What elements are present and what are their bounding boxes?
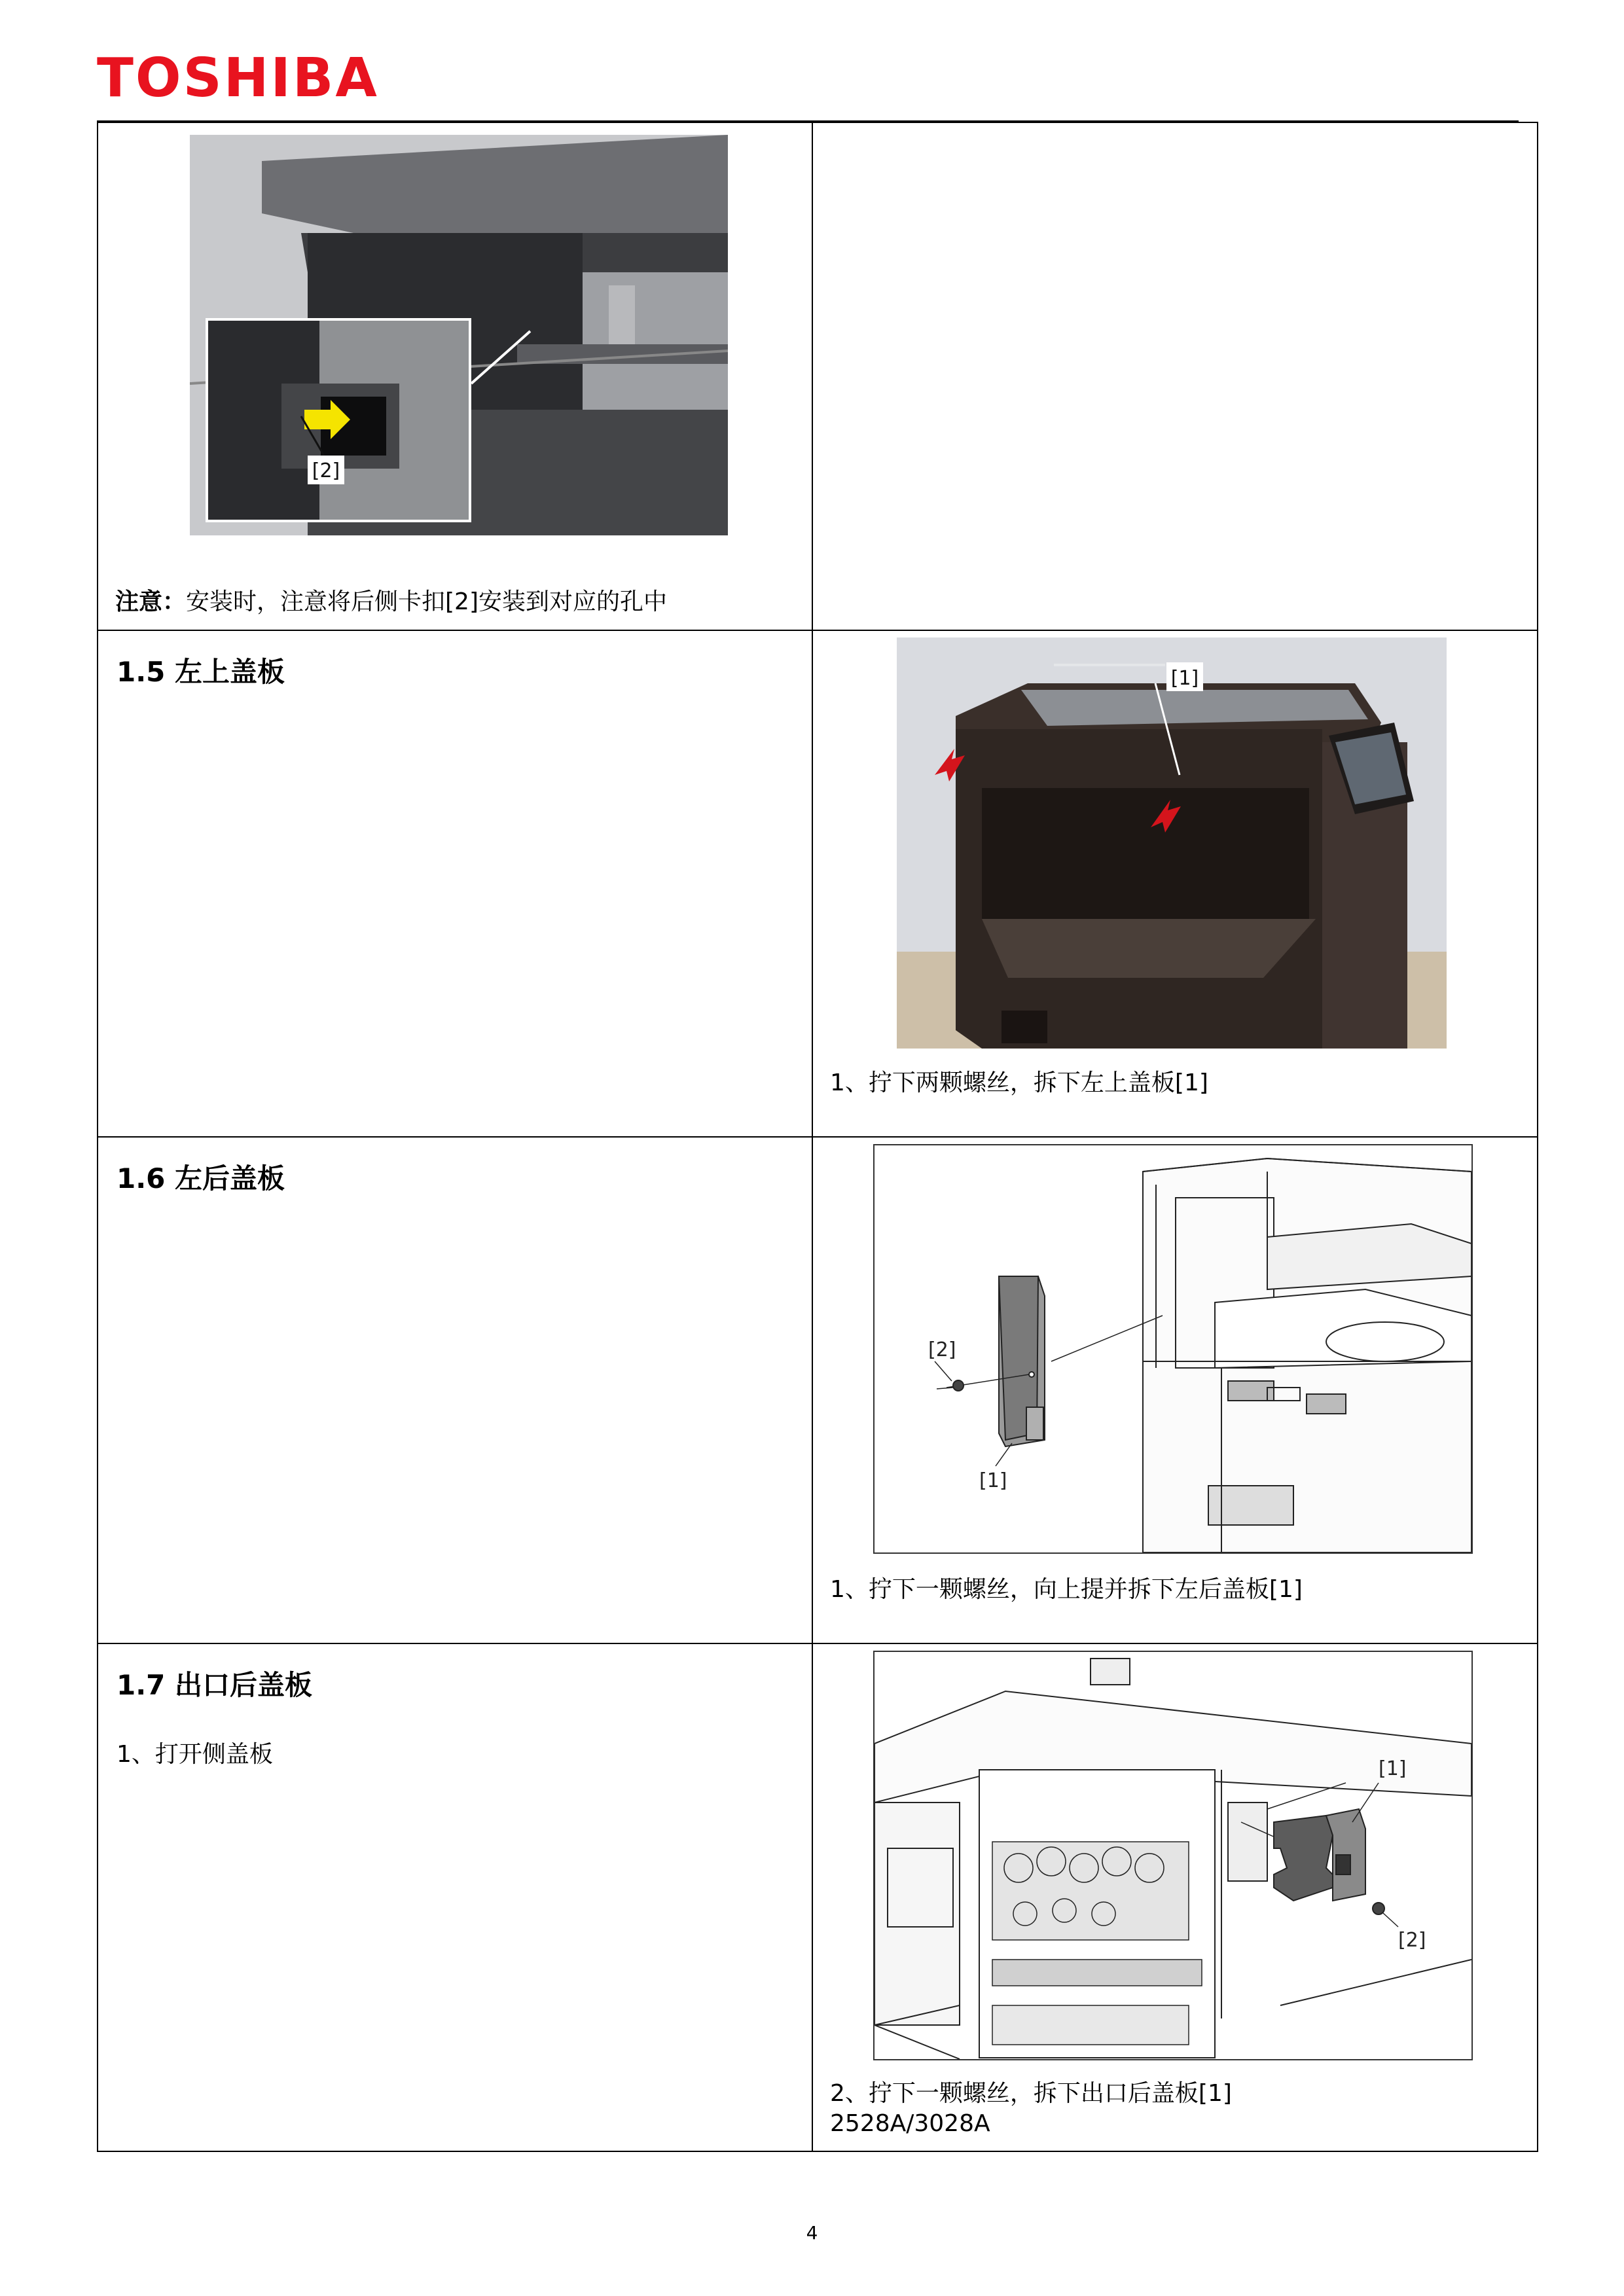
table-row [98, 1643, 1538, 2151]
section-1-5-title: 1.5 左上盖板 [117, 656, 285, 688]
callout-2-label: [2] [1398, 1929, 1426, 1952]
callout-1-label: [1] [1170, 667, 1199, 690]
section-1-7-title: 1.7 出口后盖板 [117, 1669, 313, 1701]
row1-left-cell [98, 122, 812, 630]
rear-latch-photo [190, 135, 728, 535]
table-row [98, 1137, 1538, 1643]
sec16-caption: 1、拧下一颗螺丝，向上提并拆下左后盖板[1] [830, 1576, 1303, 1603]
sec15-left-cell [98, 630, 812, 1137]
section-1-6-title: 1.6 左后盖板 [117, 1162, 285, 1194]
install-note [115, 583, 667, 617]
sec16-left-cell [98, 1137, 812, 1643]
exit-rear-cover-drawing [873, 1651, 1473, 2060]
callout-2-label: [2] [928, 1338, 956, 1361]
sec15-caption: 1、拧下两颗螺丝，拆下左上盖板[1] [830, 1069, 1208, 1096]
sec16-right-cell [812, 1137, 1538, 1643]
sec15-right-cell [812, 630, 1538, 1137]
note-label: 注意： [115, 588, 187, 615]
sec17-caption: 2、拧下一颗螺丝，拆下出口后盖板[1] [830, 2080, 1232, 2107]
callout-2-label: [2] [312, 459, 340, 482]
table-row [98, 122, 1538, 630]
table-row [98, 630, 1538, 1137]
callout-1-label: [1] [1379, 1757, 1407, 1780]
sec17-right-cell [812, 1643, 1538, 2151]
callout-1-label: [1] [979, 1469, 1007, 1492]
page-number: 4 [806, 2222, 818, 2244]
sec17-step1: 1、打开侧盖板 [117, 1741, 273, 1768]
left-upper-cover-photo [897, 637, 1447, 1049]
model-label: 2528A/3028A [830, 2110, 990, 2137]
left-rear-cover-drawing [873, 1144, 1473, 1554]
procedure-table [97, 122, 1538, 2152]
toshiba-logo: TOSHIBA [97, 47, 379, 109]
sec17-left-cell [98, 1643, 812, 2151]
row1-right-cell [812, 122, 1538, 630]
note-text: 安装时，注意将后侧卡扣[2]安装到对应的孔中 [186, 588, 668, 615]
